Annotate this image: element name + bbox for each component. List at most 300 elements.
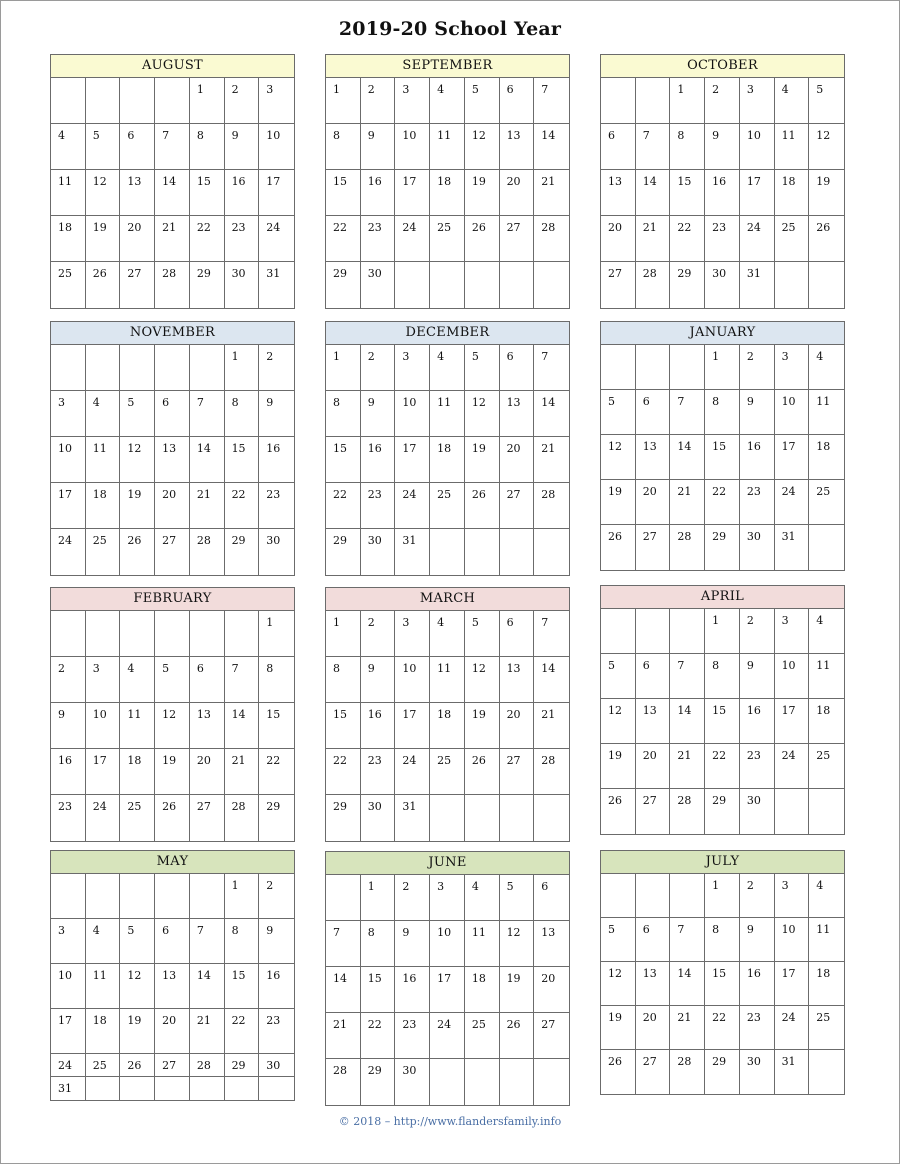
day-number: 2 [746, 614, 754, 627]
day-number: 9 [231, 129, 239, 142]
day-number: 6 [506, 83, 514, 96]
day-cell [190, 345, 225, 391]
day-number: 25 [816, 1011, 831, 1024]
day-number: 7 [196, 924, 204, 937]
day-cell [190, 483, 225, 529]
day-cell [120, 1009, 155, 1054]
day-number: 10 [266, 129, 281, 142]
day-number: 14 [231, 708, 246, 721]
day-cell [225, 170, 260, 216]
day-number: 15 [367, 972, 382, 985]
day-cell [155, 1009, 190, 1054]
day-number: 19 [471, 175, 486, 188]
day-number: 1 [367, 880, 375, 893]
day-number: 27 [642, 794, 657, 807]
day-number: 17 [402, 442, 417, 455]
day-number: 19 [608, 485, 622, 498]
day-cell [155, 1054, 190, 1077]
day-number: 23 [367, 754, 382, 767]
day-cell [465, 170, 500, 216]
day-cell [465, 437, 500, 483]
month-name: APRIL [601, 586, 844, 609]
day-number: 16 [58, 754, 72, 767]
day-cell [259, 437, 294, 483]
day-cell [51, 1009, 86, 1054]
month-name: JANUARY [601, 322, 844, 345]
day-number: 6 [608, 129, 615, 142]
day-number: 11 [92, 969, 107, 982]
day-cell [326, 391, 361, 437]
day-number: 9 [746, 923, 754, 936]
day-cell [670, 744, 705, 789]
day-cell [534, 611, 569, 657]
day-cell [601, 1050, 636, 1094]
day-cell [465, 749, 500, 795]
day-number: 21 [677, 485, 692, 498]
day-number: 26 [608, 794, 622, 807]
day-cell [430, 262, 465, 308]
day-cell [705, 874, 740, 918]
day-cell [155, 216, 190, 262]
day-cell [775, 609, 810, 654]
day-number: 8 [333, 662, 340, 675]
day-number: 10 [58, 442, 72, 455]
day-number: 20 [162, 488, 177, 501]
day-cell [465, 1059, 500, 1105]
day-cell [120, 749, 155, 795]
day-number: 26 [92, 267, 107, 280]
month-calendar [600, 321, 845, 571]
day-number: 15 [231, 442, 246, 455]
day-cell [361, 875, 396, 921]
day-number: 10 [402, 662, 417, 675]
day-cell [809, 962, 844, 1006]
day-number: 7 [333, 926, 340, 939]
day-cell [500, 967, 535, 1013]
day-cell [601, 124, 636, 170]
day-cell [809, 525, 844, 570]
day-number: 3 [402, 83, 410, 96]
day-cell [190, 749, 225, 795]
day-cell [190, 874, 225, 919]
day-number: 26 [127, 534, 142, 547]
day-cell [51, 262, 86, 308]
day-cell [86, 345, 121, 391]
day-number: 8 [712, 923, 720, 936]
day-number: 9 [266, 924, 274, 937]
day-cell [225, 1077, 260, 1100]
day-cell [705, 1006, 740, 1050]
day-number: 28 [677, 794, 692, 807]
day-number: 18 [92, 488, 107, 501]
day-number: 17 [58, 1014, 72, 1027]
day-cell [361, 657, 396, 703]
month-calendar [600, 850, 845, 1095]
day-cell [155, 78, 190, 124]
day-cell [361, 483, 396, 529]
day-number: 12 [471, 662, 486, 675]
day-cell [86, 529, 121, 575]
day-cell [120, 345, 155, 391]
day-number: 17 [402, 175, 417, 188]
day-number: 25 [781, 221, 796, 234]
day-cell [775, 435, 810, 480]
day-number: 13 [608, 175, 622, 188]
day-number: 31 [746, 267, 761, 280]
day-number: 5 [506, 880, 514, 893]
day-number: 2 [367, 83, 375, 96]
day-number: 31 [402, 534, 417, 547]
day-number: 3 [58, 924, 65, 937]
day-number: 4 [437, 350, 445, 363]
day-cell [500, 124, 535, 170]
day-number: 7 [642, 129, 650, 142]
day-cell [361, 1059, 396, 1105]
day-number: 15 [677, 175, 692, 188]
day-cell [395, 345, 430, 391]
day-number: 5 [127, 396, 135, 409]
day-cell [740, 262, 775, 308]
day-cell [430, 657, 465, 703]
day-cell [740, 744, 775, 789]
day-cell [259, 749, 294, 795]
day-number: 7 [541, 616, 549, 629]
day-cell [155, 345, 190, 391]
day-number: 24 [781, 485, 796, 498]
day-cell [670, 525, 705, 570]
day-number: 18 [816, 440, 831, 453]
day-cell [534, 795, 569, 841]
day-cell [51, 749, 86, 795]
day-cell [601, 962, 636, 1006]
day-cell [740, 170, 775, 216]
day-number: 5 [471, 83, 479, 96]
day-number: 13 [162, 969, 177, 982]
day-number: 24 [402, 754, 417, 767]
day-cell [51, 611, 86, 657]
day-number: 17 [402, 708, 417, 721]
month-name: OCTOBER [601, 55, 844, 78]
day-number: 30 [266, 534, 281, 547]
day-cell [775, 170, 810, 216]
day-cell [740, 435, 775, 480]
day-cell [500, 611, 535, 657]
day-cell [465, 875, 500, 921]
day-number: 29 [231, 534, 246, 547]
day-cell [601, 699, 636, 744]
day-number: 16 [231, 175, 246, 188]
day-number: 1 [712, 614, 720, 627]
day-cell [740, 78, 775, 124]
day-cell [430, 1013, 465, 1059]
day-cell [500, 345, 535, 391]
day-cell [500, 529, 535, 575]
day-number: 18 [816, 704, 831, 717]
month-name: MAY [51, 851, 294, 874]
day-cell [155, 795, 190, 841]
day-cell [51, 437, 86, 483]
day-cell [395, 170, 430, 216]
day-cell [430, 703, 465, 749]
day-cell [326, 529, 361, 575]
day-cell [636, 1006, 671, 1050]
day-grid [51, 611, 294, 841]
day-number: 23 [712, 221, 727, 234]
day-cell [465, 262, 500, 308]
day-number: 16 [367, 442, 382, 455]
day-number: 23 [367, 488, 382, 501]
day-cell [120, 529, 155, 575]
day-cell [705, 789, 740, 834]
day-cell [430, 124, 465, 170]
day-number: 15 [196, 175, 211, 188]
day-number: 29 [367, 1064, 382, 1077]
day-cell [395, 483, 430, 529]
day-number: 6 [642, 659, 650, 672]
day-cell [395, 124, 430, 170]
day-cell [86, 124, 121, 170]
day-number: 26 [471, 488, 486, 501]
day-number: 3 [402, 350, 410, 363]
day-cell [190, 1009, 225, 1054]
day-number: 29 [333, 800, 347, 813]
day-number: 31 [58, 1082, 72, 1095]
day-number: 20 [642, 485, 657, 498]
day-cell [636, 345, 671, 390]
day-number: 28 [541, 488, 556, 501]
day-cell [670, 654, 705, 699]
day-number: 14 [677, 440, 692, 453]
day-cell [500, 1059, 535, 1105]
day-grid [601, 609, 844, 834]
day-cell [670, 609, 705, 654]
day-cell [361, 921, 396, 967]
day-cell [500, 921, 535, 967]
day-number: 18 [437, 708, 452, 721]
month-name: DECEMBER [326, 322, 569, 345]
day-cell [636, 1050, 671, 1094]
day-number: 13 [642, 440, 657, 453]
day-number: 11 [437, 129, 452, 142]
day-cell [534, 437, 569, 483]
day-number: 11 [471, 926, 486, 939]
day-number: 13 [196, 708, 211, 721]
day-cell [465, 703, 500, 749]
day-cell [740, 609, 775, 654]
day-cell [395, 611, 430, 657]
day-cell [500, 170, 535, 216]
day-cell [86, 1009, 121, 1054]
day-number: 31 [781, 1055, 796, 1068]
day-number: 22 [333, 754, 347, 767]
day-number: 22 [367, 1018, 382, 1031]
day-cell [465, 1013, 500, 1059]
day-number: 25 [127, 800, 142, 813]
day-cell [636, 609, 671, 654]
day-number: 22 [231, 488, 246, 501]
day-number: 2 [367, 616, 375, 629]
day-cell [465, 78, 500, 124]
day-cell [670, 962, 705, 1006]
day-cell [705, 216, 740, 262]
day-number: 18 [781, 175, 796, 188]
day-cell [465, 967, 500, 1013]
day-number: 25 [437, 754, 452, 767]
day-cell [225, 874, 260, 919]
day-number: 31 [402, 800, 417, 813]
day-cell [155, 919, 190, 964]
day-cell [775, 789, 810, 834]
day-cell [86, 611, 121, 657]
day-cell [430, 749, 465, 795]
day-cell [740, 654, 775, 699]
day-cell [361, 611, 396, 657]
day-number: 19 [816, 175, 831, 188]
day-number: 6 [162, 396, 170, 409]
day-number: 19 [127, 488, 142, 501]
day-cell [809, 262, 844, 308]
day-cell [190, 703, 225, 749]
day-cell [430, 611, 465, 657]
day-cell [430, 1059, 465, 1105]
day-number: 12 [608, 704, 622, 717]
day-cell [259, 1009, 294, 1054]
day-cell [534, 262, 569, 308]
day-cell [465, 345, 500, 391]
day-number: 24 [58, 1059, 72, 1072]
day-cell [636, 480, 671, 525]
day-cell [361, 795, 396, 841]
day-cell [430, 529, 465, 575]
day-number: 7 [677, 659, 685, 672]
day-cell [601, 480, 636, 525]
day-cell [395, 437, 430, 483]
day-cell [809, 874, 844, 918]
day-cell [259, 611, 294, 657]
day-number: 19 [506, 972, 521, 985]
day-number: 20 [642, 749, 657, 762]
day-number: 18 [437, 442, 452, 455]
day-cell [155, 483, 190, 529]
day-number: 4 [437, 616, 445, 629]
day-cell [740, 480, 775, 525]
day-cell [430, 921, 465, 967]
day-number: 14 [677, 704, 692, 717]
day-cell [740, 699, 775, 744]
day-cell [155, 170, 190, 216]
day-cell [259, 795, 294, 841]
day-cell [465, 216, 500, 262]
day-number: 30 [746, 794, 761, 807]
day-cell [326, 875, 361, 921]
day-cell [534, 703, 569, 749]
day-cell [809, 918, 844, 962]
day-cell [51, 703, 86, 749]
day-number: 17 [781, 704, 796, 717]
day-cell [395, 529, 430, 575]
day-cell [705, 170, 740, 216]
day-number: 17 [92, 754, 107, 767]
day-number: 7 [162, 129, 170, 142]
day-cell [430, 391, 465, 437]
day-cell [534, 529, 569, 575]
day-cell [670, 78, 705, 124]
day-number: 12 [816, 129, 831, 142]
day-cell [500, 795, 535, 841]
day-cell [120, 170, 155, 216]
day-number: 6 [162, 924, 170, 937]
day-number: 24 [437, 1018, 452, 1031]
day-number: 28 [196, 1059, 211, 1072]
day-number: 5 [816, 83, 824, 96]
day-cell [636, 744, 671, 789]
day-cell [395, 262, 430, 308]
day-cell [809, 170, 844, 216]
day-number: 16 [367, 175, 382, 188]
day-cell [361, 78, 396, 124]
day-cell [120, 964, 155, 1009]
day-number: 29 [677, 267, 692, 280]
day-number: 7 [196, 396, 204, 409]
day-number: 16 [746, 440, 761, 453]
day-number: 16 [712, 175, 727, 188]
month-name: SEPTEMBER [326, 55, 569, 78]
day-cell [51, 170, 86, 216]
day-number: 11 [437, 396, 452, 409]
day-cell [740, 1050, 775, 1094]
day-number: 15 [333, 175, 347, 188]
day-number: 24 [402, 488, 417, 501]
day-number: 14 [677, 967, 692, 980]
day-number: 28 [231, 800, 246, 813]
day-number: 1 [231, 350, 239, 363]
day-number: 27 [506, 488, 521, 501]
day-number: 13 [127, 175, 142, 188]
day-cell [705, 345, 740, 390]
day-cell [601, 525, 636, 570]
day-cell [225, 703, 260, 749]
day-cell [155, 437, 190, 483]
day-number: 17 [266, 175, 281, 188]
day-cell [500, 78, 535, 124]
day-number: 8 [677, 129, 685, 142]
day-cell [326, 124, 361, 170]
day-cell [809, 216, 844, 262]
day-cell [259, 657, 294, 703]
day-cell [775, 345, 810, 390]
day-cell [86, 749, 121, 795]
day-number: 27 [506, 221, 521, 234]
day-cell [51, 345, 86, 391]
day-cell [225, 78, 260, 124]
day-number: 17 [781, 440, 796, 453]
day-cell [705, 78, 740, 124]
day-grid [601, 345, 844, 570]
day-cell [809, 480, 844, 525]
day-cell [775, 262, 810, 308]
day-cell [430, 345, 465, 391]
day-number: 8 [266, 662, 274, 675]
day-number: 13 [541, 926, 556, 939]
day-cell [361, 529, 396, 575]
day-cell [705, 480, 740, 525]
day-number: 24 [402, 221, 417, 234]
day-number: 30 [367, 267, 382, 280]
day-number: 16 [266, 969, 281, 982]
day-cell [430, 216, 465, 262]
day-cell [259, 78, 294, 124]
day-number: 5 [92, 129, 100, 142]
